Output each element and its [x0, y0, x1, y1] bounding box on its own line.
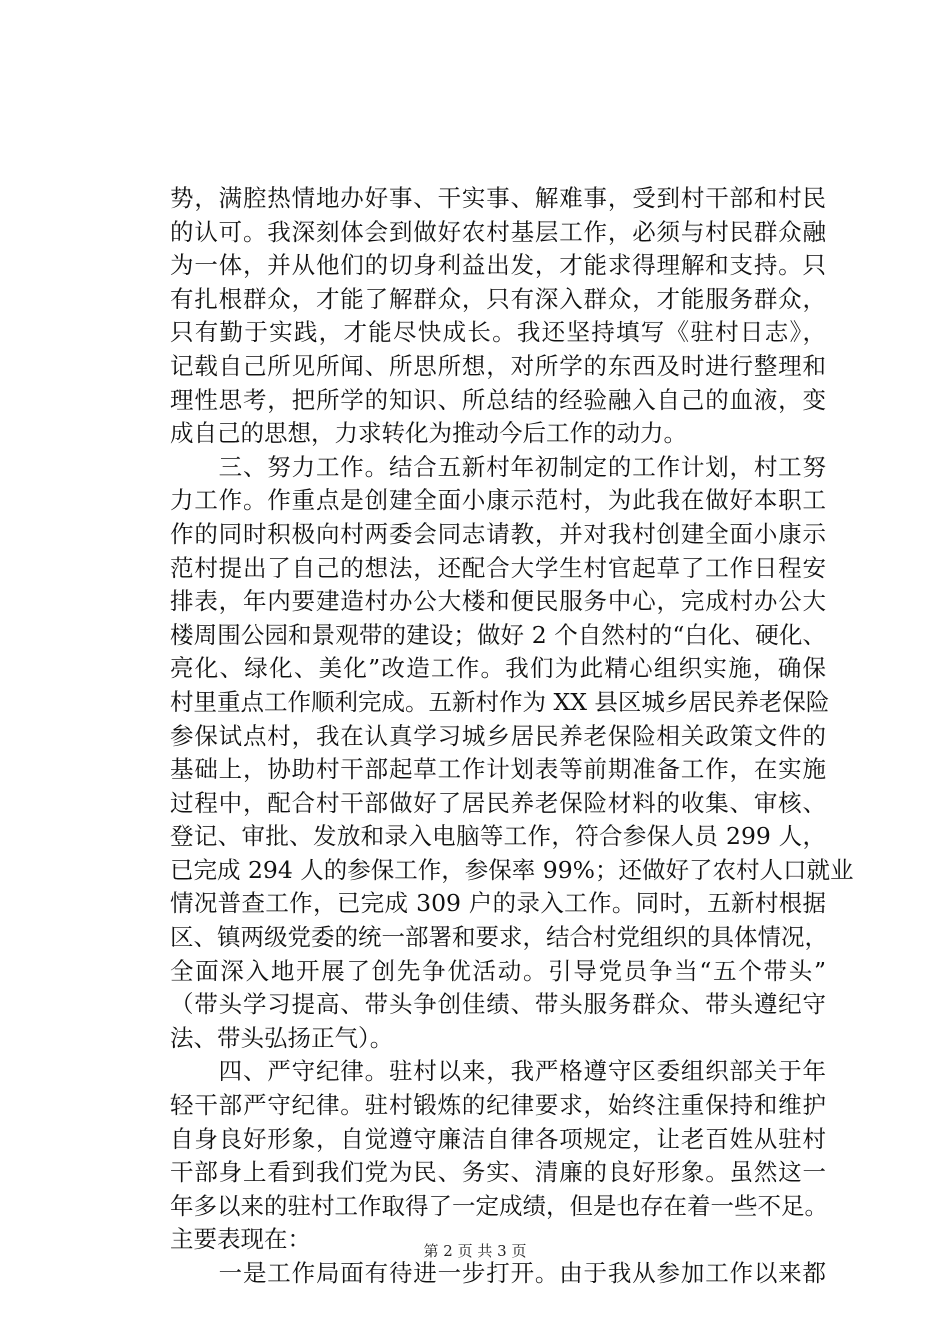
text-line: 亮化、绿化、美化”改造工作。我们为此精心组织实施，确保: [170, 654, 826, 683]
text-line: 四、严守纪律。驻村以来，我严格遵守区委组织部关于年: [170, 1057, 826, 1086]
text-line: 已完成 294 人的参保工作，参保率 99%；还做好了农村人口就业: [170, 855, 854, 884]
text-line: 情况普查工作，已完成 309 户的录入工作。同时，五新村根据: [170, 889, 826, 918]
text-line: 轻干部严守纪律。驻村锻炼的纪律要求，始终注重保持和维护: [170, 1091, 826, 1120]
text-line: 排表，年内要建造村办公大楼和便民服务中心，完成村办公大: [170, 587, 826, 616]
text-line: 干部身上看到我们党为民、务实、清廉的良好形象。虽然这一: [170, 1158, 826, 1187]
text-line: 记载自己所见所闻、所思所想，对所学的东西及时进行整理和: [170, 351, 826, 380]
text-line: 只有勤于实践，才能尽快成长。我还坚持填写《驻村日志》，: [170, 318, 826, 347]
text-line: 主要表现在：: [170, 1225, 311, 1254]
text-line: 村里重点工作顺利完成。五新村作为 XX 县区城乡居民养老保险: [170, 687, 830, 716]
body-text: [170, 182, 854, 1291]
text-line: 基础上，协助村干部起草工作计划表等前期准备工作，在实施: [170, 755, 826, 784]
text-line: 登记、审批、发放和录入电脑等工作，符合参保人员 299 人，: [170, 822, 826, 851]
text-line: 为一体，并从他们的切身利益出发，才能求得理解和支持。只: [170, 251, 826, 280]
text-line: 全面深入地开展了创先争优活动。引导党员争当“五个带头”: [170, 956, 826, 985]
text-line: 过程中，配合村干部做好了居民养老保险材料的收集、审核、: [170, 788, 826, 817]
text-line: 自身良好形象，自觉遵守廉洁自律各项规定，让老百姓从驻村: [170, 1124, 826, 1153]
text-line: 年多以来的驻村工作取得了一定成绩，但是也存在着一些不足。: [170, 1191, 828, 1220]
text-line: 力工作。作重点是创建全面小康示范村，为此我在做好本职工: [170, 486, 826, 515]
page-footer: 第 2 页 共 3 页: [423, 1242, 527, 1260]
text-line: 势，满腔热情地办好事、干实事、解难事，受到村干部和村民: [170, 184, 826, 212]
text-line: 的认可。我深刻体会到做好农村基层工作，必须与村民群众融: [170, 217, 826, 246]
text-line: 区、镇两级党委的统一部署和要求，结合村党组织的具体情况，: [170, 923, 828, 952]
text-line: 范村提出了自己的想法，还配合大学生村官起草了工作日程安: [170, 553, 826, 582]
text-line: 有扎根群众，才能了解群众，只有深入群众，才能服务群众，: [170, 284, 826, 313]
text-line: 作的同时积极向村两委会同志请教，并对我村创建全面小康示: [170, 519, 826, 548]
text-line: 三、努力工作。结合五新村年初制定的工作计划，村工努: [170, 452, 826, 481]
text-line: 楼周围公园和景观带的建设；做好 2 个自然村的“白化、硬化、: [170, 620, 826, 649]
text-line: （带头学习提高、带头争创佳绩、带头服务群众、带头遵纪守: [170, 990, 826, 1019]
text-line: 理性思考，把所学的知识、所总结的经验融入自己的血液，变: [170, 385, 826, 414]
text-line: 法、带头弘扬正气）。: [170, 1023, 394, 1052]
text-line: 一是工作局面有待进一步打开。由于我从参加工作以来都: [170, 1259, 826, 1287]
text-line: 成自己的思想，力求转化为推动今后工作的动力。: [170, 419, 687, 448]
text-line: 参保试点村，我在认真学习城乡居民养老保险相关政策文件的: [170, 721, 826, 750]
